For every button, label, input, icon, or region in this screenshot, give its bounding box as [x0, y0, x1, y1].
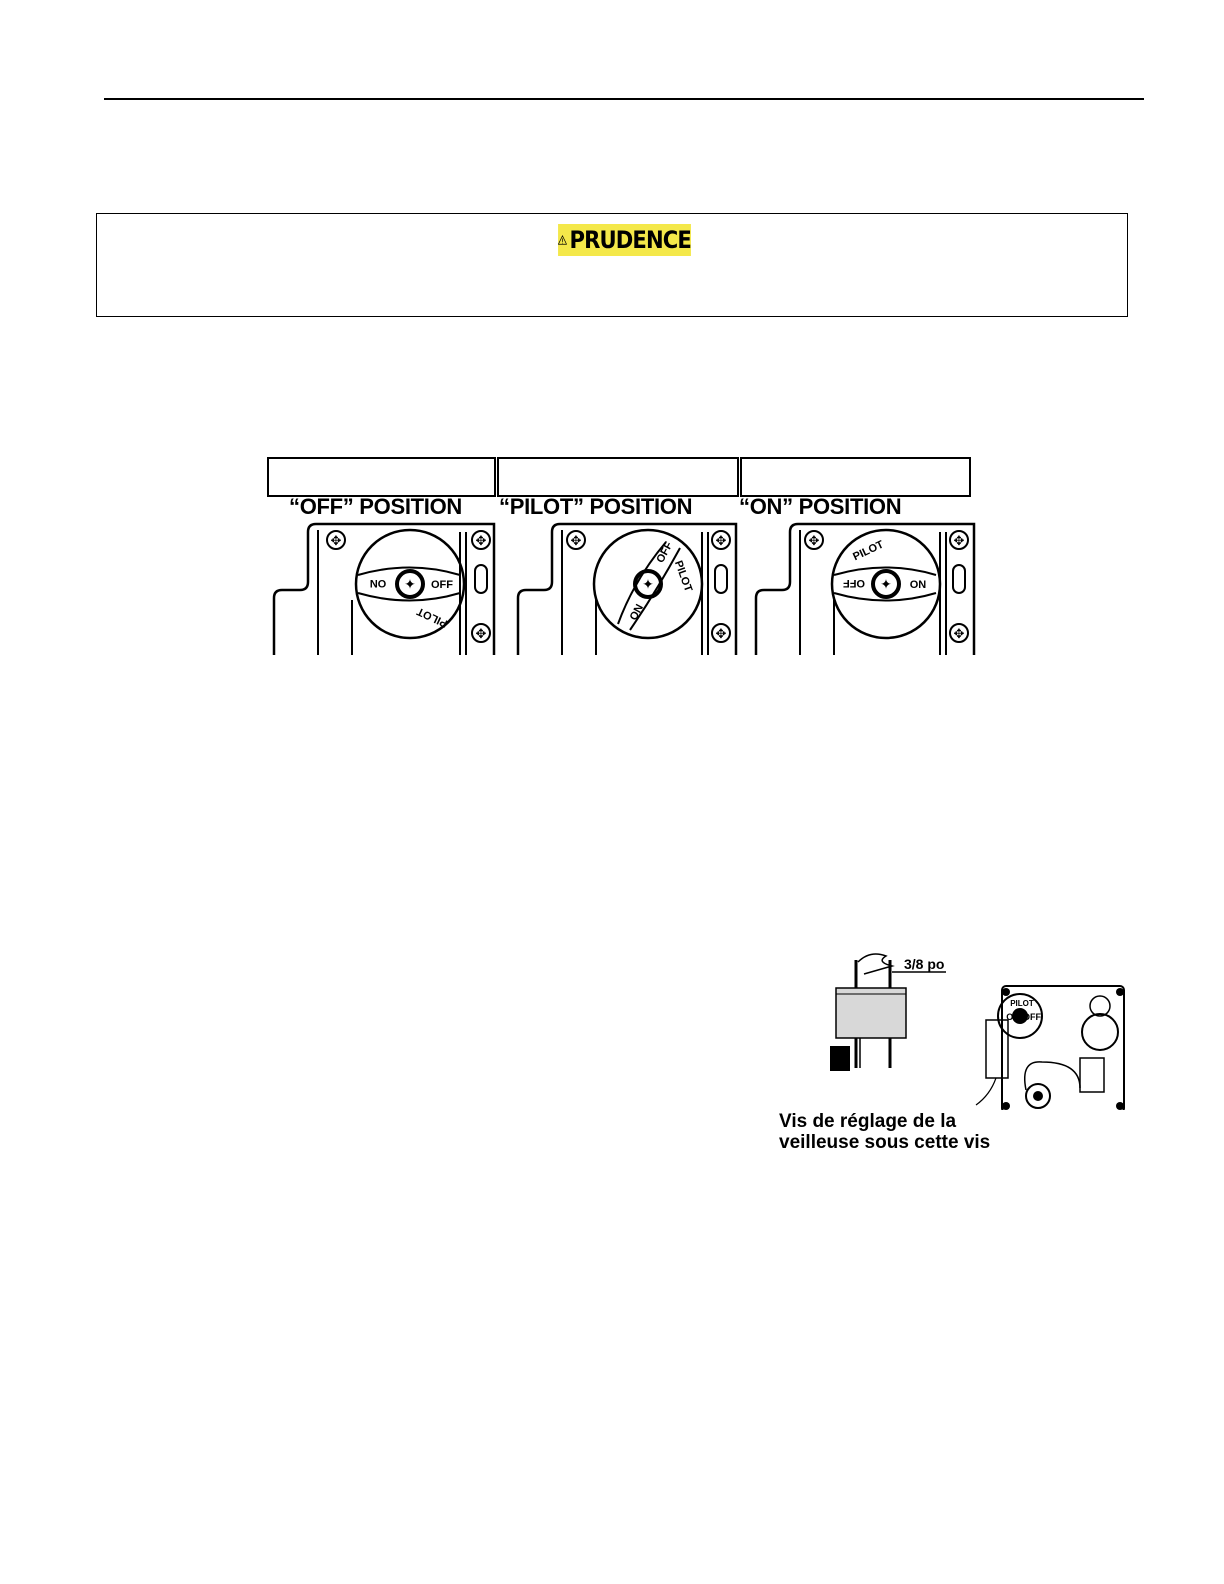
figure-caption [779, 1111, 990, 1153]
svg-text:ON: ON [909, 579, 927, 591]
position-box-on [740, 457, 971, 497]
caution-badge [558, 224, 691, 256]
header-rule [104, 98, 1144, 100]
valve-off-diagram [270, 520, 498, 655]
svg-text:✥: ✥ [475, 534, 487, 549]
measurement-label: 3/8 po [904, 956, 945, 972]
valve-pilot-diagram [514, 520, 740, 655]
caption-line-1: Vis de réglage de la [779, 1111, 957, 1132]
svg-text:PILOT: PILOT [1010, 999, 1034, 1008]
svg-text:OFF: OFF [654, 539, 676, 565]
valve-on-diagram [752, 520, 978, 655]
caption-line-2: veilleuse sous cette vis [779, 1132, 991, 1153]
svg-text:OFF: OFF [1023, 1012, 1041, 1022]
svg-text:✥: ✥ [953, 534, 965, 549]
svg-text:✥: ✥ [808, 534, 820, 549]
svg-text:PILOT: PILOT [851, 538, 886, 564]
position-label-on: “ON” POSITION [739, 494, 902, 519]
position-box-pilot [497, 457, 739, 497]
caution-label: PRUDENCE [569, 226, 691, 254]
position-box-off [267, 457, 496, 497]
svg-text:OFF: OFF [843, 577, 865, 589]
position-label-off: “OFF” POSITION [289, 494, 463, 519]
svg-text:ON: ON [1006, 1012, 1020, 1022]
svg-text:ON: ON [369, 577, 387, 589]
svg-text:✥: ✥ [330, 534, 342, 549]
svg-text:OFF: OFF [431, 579, 453, 591]
svg-text:PILOT: PILOT [671, 559, 695, 594]
warning-triangle-icon [558, 228, 567, 252]
svg-text:✥: ✥ [475, 627, 487, 642]
svg-text:PILOT: PILOT [415, 604, 450, 630]
svg-text:✥: ✥ [715, 627, 727, 642]
svg-text:✥: ✥ [953, 627, 965, 642]
svg-text:✥: ✥ [715, 534, 727, 549]
svg-text:✦: ✦ [642, 577, 654, 593]
svg-text:✦: ✦ [880, 577, 892, 593]
position-label-pilot: “PILOT” POSITION [499, 494, 693, 519]
svg-text:✦: ✦ [404, 577, 416, 593]
svg-text:✥: ✥ [570, 534, 582, 549]
pilot-adjustment-figure [780, 950, 1140, 1110]
svg-text:ON: ON [627, 602, 647, 623]
